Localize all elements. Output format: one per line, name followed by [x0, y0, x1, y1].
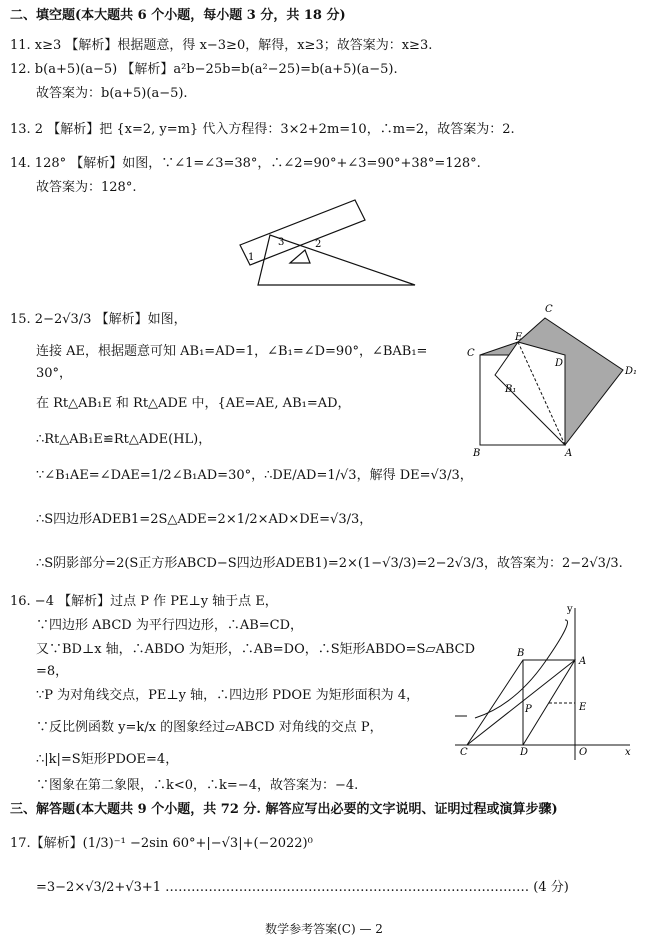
figure-16-label: P: [525, 704, 532, 715]
figure-15-label: C: [545, 304, 553, 315]
answer-16-line1: 16. −4 【解析】过点 P 作 PE⊥y 轴于点 E，: [10, 594, 278, 609]
answer-12-line2: 故答案为：b(a+5)(a−5).: [36, 86, 188, 101]
section2-heading: 二、填空题(本大题共 6 个小题，每小题 3 分，共 18 分): [10, 8, 346, 23]
figure-15: [465, 300, 640, 460]
answer-16-line7: ∴|k|=S矩形PDOE=4，: [36, 752, 179, 767]
answer-16-line5: ∵P 为对角线交点，PE⊥y 轴，∴四边形 PDOE 为矩形面积为 4，: [36, 688, 420, 703]
figure-15-label: A: [565, 448, 573, 459]
answer-15-line1: 15. 2−2√3/3 【解析】如图，: [10, 312, 187, 327]
answer-16-line2: ∵四边形 ABCD 为平行四边形，∴AB=CD，: [36, 618, 304, 633]
answer-15-line3: 30°，: [36, 366, 73, 381]
answer-16-line4: =8，: [36, 664, 69, 679]
figure-14-label: 2: [315, 239, 322, 250]
answer-15-line6: ∵∠B₁AE=∠DAE=1/2∠B₁AD=30°，∴DE/AD=1/√3，解得 DE=√3/3，: [36, 468, 473, 483]
answer-16-line3: 又∵BD⊥x 轴，∴ABDO 为矩形，∴AB=DO，∴S矩形ABDO=S▱ABCD: [36, 642, 476, 657]
figure-16-label: E: [579, 702, 587, 713]
answer-15-line5: ∴Rt△AB₁E≌Rt△ADE(HL)，: [36, 432, 212, 447]
figure-16-label: O: [579, 747, 588, 758]
figure-14-label: 1: [248, 252, 255, 263]
answer-13: 13. 2 【解析】把 {x=2, y=m} 代入方程得：3×2+2m=10，∴m=2，故答案为：2.: [10, 122, 515, 137]
figure-16-label: x: [625, 747, 631, 758]
figure-15-label: E: [515, 332, 523, 343]
figure-14-label: 3: [278, 237, 285, 248]
answer-15-line7: ∴S四边形ADEB1=2S△ADE=2×1/2×AD×DE=√3/3，: [36, 512, 373, 527]
figure-15-label: C: [467, 348, 475, 359]
figure-16-label: C: [460, 747, 468, 758]
page-footer: 数学参考答案(C) — 2: [265, 922, 383, 936]
section3-heading: 三、解答题(本大题共 9 个小题，共 72 分. 解答应写出必要的文字说明、证明过程或演算步骤): [10, 802, 558, 817]
figure-16-label: B: [517, 648, 525, 659]
figure-16-label: D: [520, 747, 529, 758]
answer-14-line2: 故答案为：128°.: [36, 180, 137, 195]
figure-15-label: D: [555, 358, 564, 369]
figure-15-label: B: [473, 448, 481, 459]
answer-11: 11. x≥3 【解析】根据题意，得 x−3≥0，解得，x≥3；故答案为：x≥3.: [10, 38, 433, 53]
answer-15-line2: 连接 AE，根据题意可知 AB₁=AD=1，∠B₁=∠D=90°，∠BAB₁=: [36, 344, 428, 359]
figure-16-label: y: [567, 604, 573, 615]
figure-15-label: B₁: [505, 384, 517, 395]
answer-15-line8: ∴S阴影部分=2(S正方形ABCD−S四边形ADEB1)=2×(1−√3/3)=2−2√3/3，故答案为：2−2√3/3.: [36, 556, 623, 571]
answer-17-line1: 17.【解析】(1/3)⁻¹ −2sin 60°+|−√3|+(−2022)⁰: [10, 836, 313, 851]
figure-16-label: A: [579, 656, 587, 667]
figure-16: [445, 600, 640, 760]
answer-12-line1: 12. b(a+5)(a−5) 【解析】a²b−25b=b(a²−25)=b(a+5)(a−5).: [10, 62, 398, 77]
figure-15-label: D₁: [625, 366, 638, 377]
answer-17-line2: =3−2×√3/2+√3+1 ………………………………………………………………………… (4 分): [36, 880, 569, 895]
answer-14-line1: 14. 128° 【解析】如图，∵∠1=∠3=38°，∴∠2=90°+∠3=90°+38°=128°.: [10, 156, 481, 171]
answer-15-line4: 在 Rt△AB₁E 和 Rt△ADE 中，{AE=AE, AB₁=AD，: [36, 396, 351, 411]
answer-16-line6: ∵反比例函数 y=k/x 的图象经过▱ABCD 对角线的交点 P，: [36, 720, 383, 735]
figure-14: [230, 190, 430, 290]
answer-16-line8: ∵图象在第二象限，∴k<0，∴k=−4，故答案为：−4.: [36, 778, 359, 793]
